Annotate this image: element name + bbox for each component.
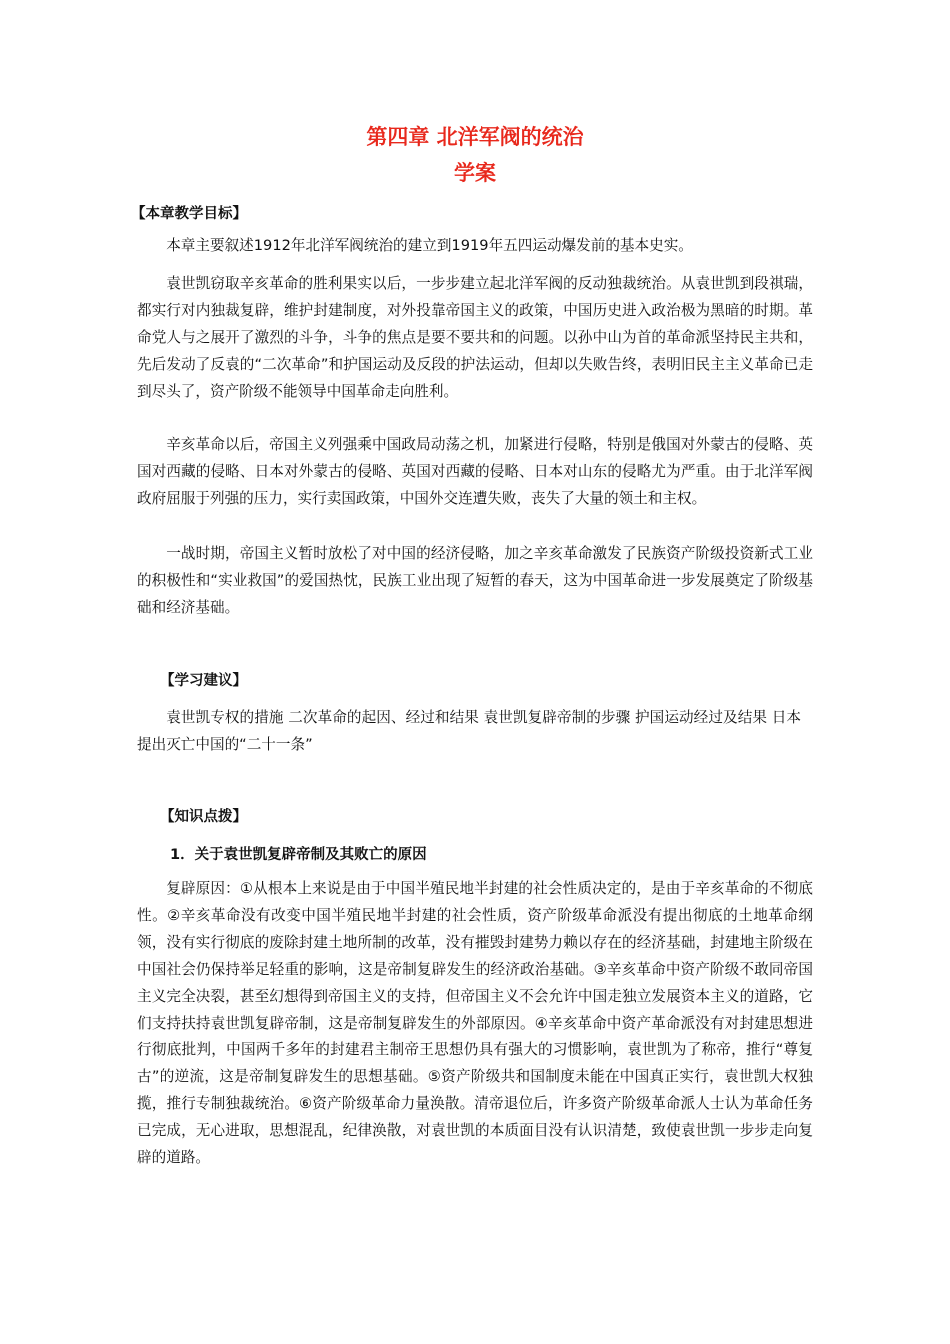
objectives-paragraph: 本章主要叙述1912年北洋军阀统治的建立到1919年五四运动爆发前的基本史实。: [166, 237, 693, 254]
knowledge-subheading: 1．关于袁世凯复辟帝制及其败亡的原因: [170, 847, 427, 863]
objectives-paragraph: 袁世凯窃取辛亥革命的胜利果实以后，一步步建立起北洋军阀的反动独裁统治。从袁世凯到段祺瑞，都实行对内独裁复辟，维护封建制度，对外投靠帝国主义的政策，中国历史进入政治极为黑暗的时期。革命党人与之展开了激烈的斗争，斗争的焦点是要不要共和的问题。以孙中山为首的革命派坚持民主共和，先后发动了反袁的“二次革命”和护国运动及反段的护法运动，但却以失败告终，表明旧民主主义革命已走到尽头了，资产阶级不能领导中国革命走向胜利。: [137, 275, 813, 400]
objectives-paragraph: 辛亥革命以后，帝国主义列强乘中国政局动荡之机，加紧进行侵略，特别是俄国对外蒙古的侵略、英国对西藏的侵略、日本对外蒙古的侵略、英国对西藏的侵略、日本对山东的侵略尤为严重。由于北洋军阀政府屈服于列强的压力，实行卖国政策，中国外交连遭失败，丧失了大量的领土和主权。: [137, 436, 813, 507]
knowledge-paragraph: 复辟原因：①从根本上来说是由于中国半殖民地半封建的社会性质决定的，是由于辛亥革命的不彻底性。②辛亥革命没有改变中国半殖民地半封建的社会性质，资产阶级革命派没有提出彻底的土地革命纲领，没有实行彻底的废除封建土地所制的改革，没有摧毁封建势力赖以存在的经济基础，封建地主阶级在中国社会仍保持举足轻重的影响，这是帝制复辟发生的经济政治基础。③辛亥革命中资产阶级不敢同帝国主义完全决裂，甚至幻想得到帝国主义的支持，但帝国主义不会允许中国走独立发展资本主义的道路，它们支持扶持袁世凯复辟帝制，这是帝制复辟发生的外部原因。④辛亥革命中资产革命派没有对封建思想进行彻底批判，中国两千多年的封建君主制帝王思想仍具有强大的习惯影响，袁世凯为了称帝，推行“尊复古”的逆流，这是帝制复辟发生的思想基础。⑤资产阶级共和国制度未能在中国真正实行，袁世凯大权独揽，推行专制独裁统治。⑥资产阶级革命力量涣散。清帝退位后，许多资产阶级革命派人士认为革命任务已完成，无心进取，思想混乱，纪律涣散，对袁世凯的本质面目没有认识清楚，致使袁世凯一步步走向复辟的道路。: [137, 880, 813, 1167]
advice-heading: 【学习建议】: [160, 673, 247, 689]
objectives-paragraph: 一战时期，帝国主义暂时放松了对中国的经济侵略，加之辛亥革命激发了民族资产阶级投资新式工业的积极性和“实业救国”的爱国热忱，民族工业出现了短暂的春天，这为中国革命进一步发展奠定了阶级基础和经济基础。: [137, 545, 813, 616]
advice-paragraph: 袁世凯专权的措施 二次革命的起因、经过和结果 袁世凯复辟帝制的步骤 护国运动经过及结果 日本提出灭亡中国的“二十一条”: [137, 709, 801, 753]
objectives-heading: 【本章教学目标】: [131, 206, 247, 222]
document-subtitle: 学案: [454, 161, 496, 185]
knowledge-heading: 【知识点拨】: [160, 809, 247, 825]
document-title: 第四章 北洋军阀的统治: [366, 125, 584, 149]
